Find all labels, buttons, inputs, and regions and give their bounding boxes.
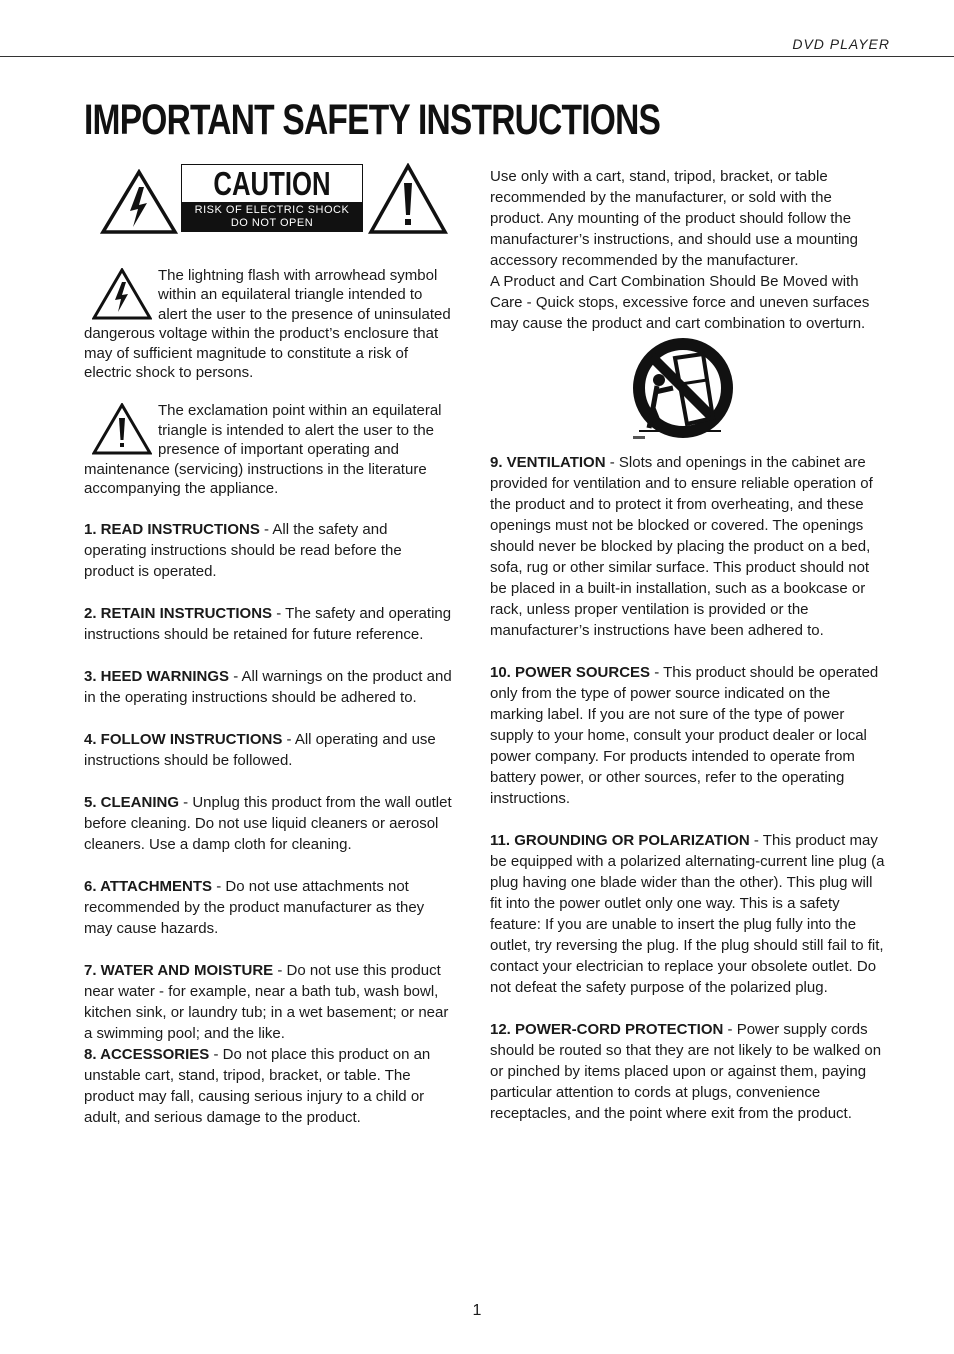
left-column — [84, 266, 454, 1128]
instruction-text: - This product should be operated only from the type of power source indicated on the marking label. If you are not sure of the type of power supply to your home, consult your product dealer or local power company. For products intended to operate from battery power, or other sources, refer to the operating instructions. — [490, 664, 879, 807]
instruction-item — [84, 960, 454, 1044]
caution-box — [181, 164, 363, 232]
page-title: IMPORTANT SAFETY INSTRUCTIONS — [84, 96, 661, 144]
lightning-warning-icon — [100, 169, 178, 235]
page-number: 1 — [472, 1302, 482, 1319]
instruction-heading: 10. POWER SOURCES — [490, 664, 651, 681]
instruction-text: - All operating and use instructions should be followed. — [84, 731, 436, 770]
lightning-explanation-text: The lightning flash with arrowhead symbol within an equilateral triangle intended to alert the user to the presence of uninsulated dangerous voltage within the product’s enclosure that may of sufficient magnitude to constitute a risk of electric shock to persons. — [84, 267, 451, 382]
lightning-triangle-icon — [92, 268, 152, 320]
instruction-heading: 5. CLEANING — [84, 794, 180, 812]
exclamation-explanation — [84, 401, 454, 498]
instruction-text: - This product may be equipped with a polarized alternating-current line plug (a plug having one blade wider than the other). This plug will fit into the power outlet only one way. This is a safety feature: If you are unable to insert the plug fully into the outlet, try reversing the plug. If the plug should still fail to fit, contact your electrician to replace your obsolete outlet. Do not defeat the safety purpose of the polarized plug. — [490, 832, 885, 996]
instruction-item — [490, 662, 885, 809]
lightning-explanation — [84, 266, 454, 382]
instruction-heading: 4. FOLLOW INSTRUCTIONS — [84, 731, 283, 749]
instruction-text: - Do not place this product on an unstable cart, stand, tripod, bracket, or table. The product may fall, causing serious injury to a child or adult, and serious damage to the product. — [84, 1046, 431, 1127]
instruction-heading: 3. HEED WARNINGS — [84, 668, 230, 686]
instruction-item — [84, 666, 454, 708]
instruction-heading: 1. READ INSTRUCTIONS — [84, 521, 260, 539]
cart-paragraph: Use only with a cart, stand, tripod, bracket, or table recommended by the manufacturer, or sold with the product. Any mounting of the product should follow the manufacturer’s instructions, and should use a mounting accessory recommended by the manufacturer. — [490, 168, 858, 269]
header-label: DVD PLAYER — [792, 36, 890, 52]
instruction-item — [84, 1044, 454, 1128]
caution-line-1: RISK OF ELECTRIC SHOCK — [194, 204, 350, 216]
instruction-text: - All warnings on the product and in the operating instructions should be adhered to. — [84, 668, 452, 707]
instruction-text: - Slots and openings in the cabinet are provided for ventilation and to ensure reliable operation of the product and to protect it from overheating, and these openings must not be blocked or covered. The openings should never be blocked by placing the product on a bed, sofa, rug or other similar surface. This product should not be placed in a built-in installation, such as a bookcase or rack, unless proper ventilation is provided or the manufacturer’s instructions have been adhered to. — [490, 454, 873, 639]
instruction-text: - Power supply cords should be routed so that they are not likely to be walked on or pinched by items placed upon or against them, paying particular attention to cords at plugs, convenience receptacles, and the point where exit from the product. — [490, 1021, 882, 1122]
exclamation-triangle-icon — [92, 403, 152, 455]
instruction-text: - All the safety and operating instructions should be read before the product is operated. — [84, 521, 402, 581]
cart-warning-paragraph: A Product and Cart Combination Should Be Moved with Care - Quick stops, excessive force and uneven surfaces may cause the product and cart combination to overturn. — [490, 273, 870, 332]
cart-tipover-warning-icon — [625, 336, 735, 446]
caution-subtitle — [182, 202, 362, 231]
instruction-heading: 11. GROUNDING OR POLARIZATION — [490, 832, 750, 849]
instruction-heading: 12. POWER-CORD PROTECTION — [490, 1021, 724, 1038]
instruction-item — [84, 603, 454, 645]
instruction-item — [84, 729, 454, 771]
right-column — [490, 166, 885, 1145]
instruction-text: - Do not use this product near water - for example, near a bath tub, wash bowl, kitchen sink, or laundry tub; in a wet basement; or near a swimming pool; and the like. — [84, 962, 449, 1043]
caution-line-2: DO NOT OPEN — [230, 217, 314, 229]
instruction-item — [84, 519, 454, 582]
instruction-text: - The safety and operating instructions should be retained for future reference. — [84, 605, 452, 644]
header-rule — [0, 56, 954, 57]
exclamation-explanation-text: The exclamation point within an equilateral triangle is intended to alert the user to the presence of important operating and maintenance (servicing) instructions in the literature accompanying the appliance. — [84, 402, 442, 498]
caution-label — [100, 163, 450, 235]
instruction-heading: 8. ACCESSORIES — [84, 1046, 210, 1064]
instruction-heading: 6. ATTACHMENTS — [84, 878, 213, 896]
instruction-item — [490, 830, 885, 998]
instruction-item — [490, 1019, 885, 1124]
instruction-heading: 2. RETAIN INSTRUCTIONS — [84, 605, 273, 623]
instruction-text: - Unplug this product from the wall outlet before cleaning. Do not use liquid cleaners or aerosol cleaners. Use a damp cloth for cleaning. — [84, 794, 452, 854]
instruction-item — [84, 876, 454, 939]
instruction-item — [490, 452, 885, 641]
instruction-text: - Do not use attachments not recommended by the product manufacturer as they may cause hazards. — [84, 878, 425, 938]
exclamation-warning-icon — [368, 163, 448, 235]
instruction-heading: 7. WATER AND MOISTURE — [84, 962, 274, 980]
caution-word: CAUTION — [213, 165, 331, 202]
instruction-item — [84, 792, 454, 855]
instruction-heading: 9. VENTILATION — [490, 454, 606, 471]
